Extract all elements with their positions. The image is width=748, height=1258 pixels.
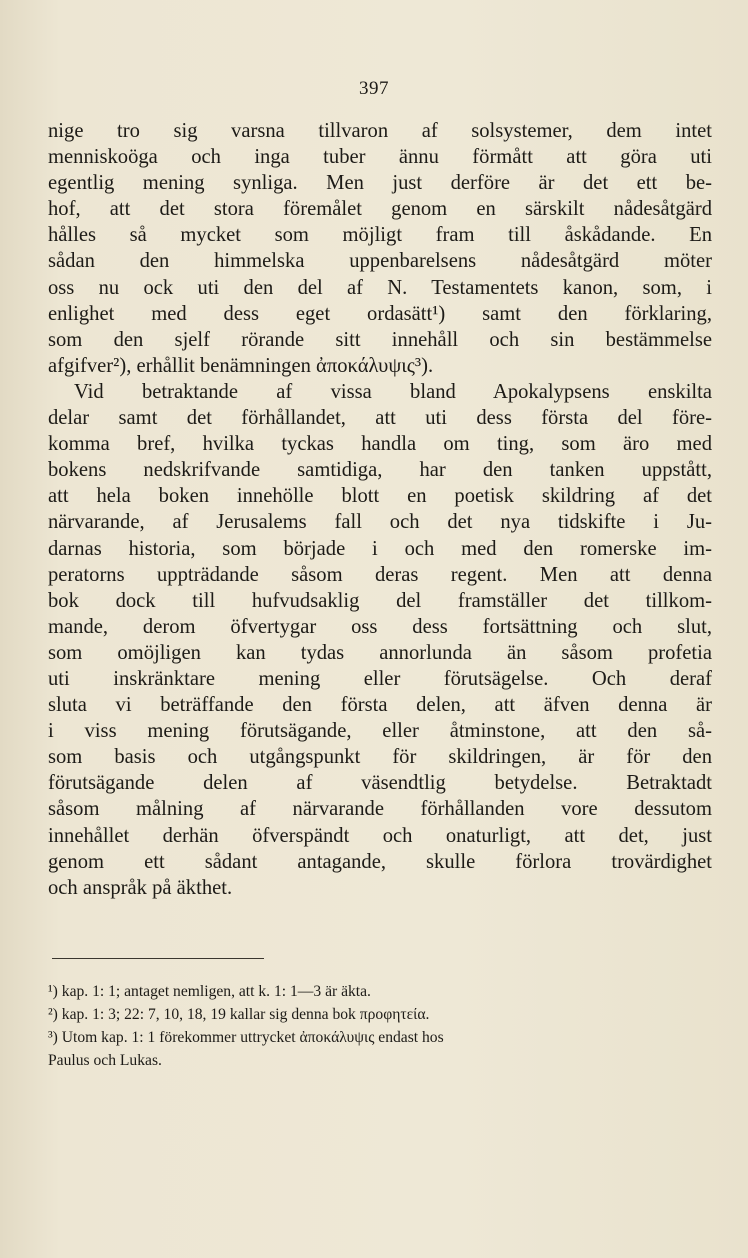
body-line: närvarande, af Jerusalems fall och det nya tidskifte i Ju- (48, 511, 712, 534)
footnote: ²) kap. 1: 3; 22: 7, 10, 18, 19 kallar sig denna bok προφητεία. (48, 1006, 430, 1023)
body-line: nige tro sig varsna tillvaron af solsystemer, dem intet (48, 120, 712, 142)
body-line: enlighet med dess eget ordasätt¹) samt den förklaring, (48, 302, 712, 325)
body-line: såsom målning af närvarande förhållanden vore dessutom (48, 798, 712, 821)
footnote-divider (52, 958, 264, 959)
footnote: ¹) kap. 1: 1; antaget nemligen, att k. 1: 1—3 är äkta. (48, 983, 371, 1000)
body-line: komma bref, hvilka tyckas handla om ting, som äro med (48, 433, 712, 456)
body-line: och anspråk på äkthet. (48, 876, 233, 899)
body-line: som den sjelf rörande sitt innehåll och sin bestämmelse (48, 328, 712, 351)
body-line: att hela boken innehölle blott en poetisk skildring af det (48, 485, 712, 508)
body-line: sådan den himmelska uppenbarelsens nådesåtgärd möter (48, 250, 712, 273)
body-line: som basis och utgångspunkt för skildringen, är för den (48, 746, 712, 769)
body-line: peratorns uppträdande såsom deras regent. Men att denna (48, 563, 712, 586)
body-line: afgifver²), erhållit benämningen ἀποκάλυψις³). (48, 354, 434, 377)
body-line: menniskoöga och inga tuber ännu förmått att göra uti (48, 146, 712, 169)
body-line: darnas historia, som började i och med den romerske im- (48, 537, 712, 560)
body-line: genom ett sådant antagande, skulle förlora trovärdighet (48, 850, 712, 873)
body-line: delar samt det förhållandet, att uti dess första del före- (48, 407, 712, 430)
body-line: Vid betraktande af vissa bland Apokalypsens enskilta (74, 380, 712, 403)
body-line: som omöjligen kan tydas annorlunda än såsom profetia (48, 641, 712, 664)
footnote: Paulus och Lukas. (48, 1052, 162, 1069)
body-line: i viss mening förutsägande, eller åtminstone, att den så- (48, 720, 712, 743)
body-line: hof, att det stora föremålet genom en särskilt nådesåtgärd (48, 198, 712, 221)
page-number: 397 (359, 78, 389, 99)
body-line: mande, derom öfvertygar oss dess fortsättning och slut, (48, 615, 712, 638)
body-line: uti inskränktare mening eller förutsägelse. Och deraf (48, 667, 712, 690)
body-line: bok dock till hufvudsaklig del framställer det tillkom- (48, 589, 712, 612)
body-line: förutsägande delen af väsendtlig betydelse. Betraktadt (48, 772, 712, 795)
body-line: hålles så mycket som möjligt fram till åskådande. En (48, 224, 712, 247)
body-line: innehållet derhän öfverspändt och onaturligt, att det, just (48, 824, 712, 847)
body-line: oss nu ock uti den del af N. Testamentets kanon, som, i (48, 276, 712, 299)
body-text (48, 118, 712, 901)
body-line: egentlig mening synliga. Men just derföre är det ett be- (48, 172, 712, 195)
body-line: bokens nedskrifvande samtidiga, har den tanken uppstått, (48, 459, 712, 482)
body-line: sluta vi beträffande den första delen, att äfven denna är (48, 694, 712, 717)
footnotes (48, 980, 712, 1072)
footnote: ³) Utom kap. 1: 1 förekommer uttrycket ἀποκάλυψις endast hos (48, 1029, 444, 1046)
